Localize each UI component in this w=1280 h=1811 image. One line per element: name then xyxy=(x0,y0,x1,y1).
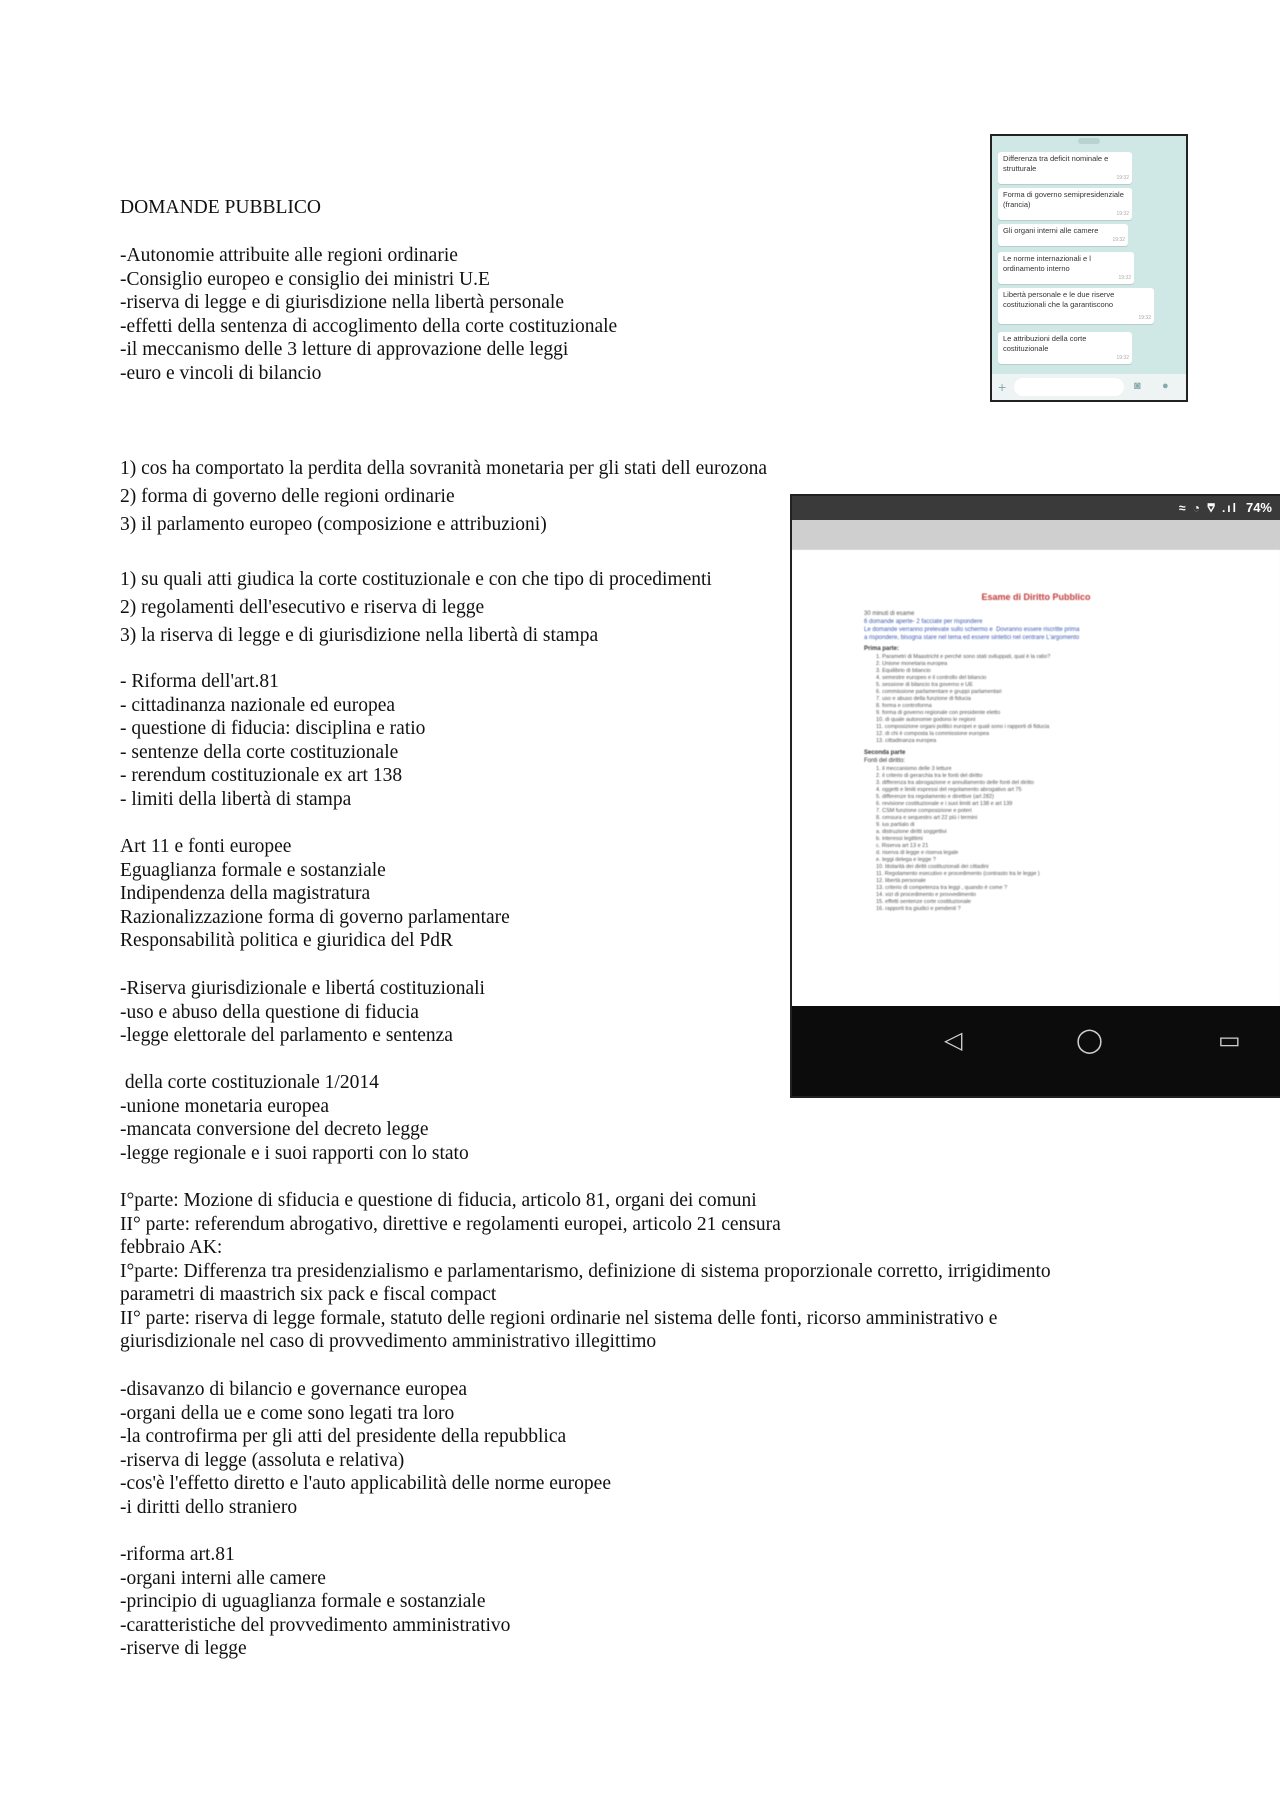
exam-question-item: 6. commissione parlamentare e gruppi parlamentari xyxy=(876,689,1002,695)
question-group-2 xyxy=(120,455,767,539)
list-item: -riforma art.81 xyxy=(120,1544,235,1565)
question-group-3 xyxy=(120,566,712,650)
exam-question-item: 2. il criterio di gerarchia tra le fonti del diritto xyxy=(876,773,983,779)
exam-question-item: e. leggi delega e legge ? xyxy=(876,857,936,863)
list-item: -euro e vincoli di bilancio xyxy=(120,362,322,384)
recent-apps-icon: ▭ xyxy=(1218,1027,1241,1054)
list-item: -riserve di legge xyxy=(120,1638,247,1659)
list-item: -principio di uguaglianza formale e sostanziale xyxy=(120,1591,486,1612)
list-item: -uso e abuso della questione di fiducia xyxy=(120,1001,419,1023)
chat-message-text: Forma di governo semipresidenziale (francia) xyxy=(1003,190,1124,209)
chat-message-time: 19:32 xyxy=(1116,211,1129,217)
list-item: I°parte: Differenza tra presidenzialismo e parlamentarismo, definizione di sistema proporzionale corretto, irrigidimento xyxy=(120,1260,1051,1282)
list-item: Indipendenza della magistratura xyxy=(120,883,371,904)
list-item: -unione monetaria europea xyxy=(120,1095,329,1117)
exam-part2-title: Seconda parte xyxy=(864,750,906,756)
question-group-7 xyxy=(120,1071,469,1165)
list-item: 2) forma di governo delle regioni ordinarie xyxy=(120,486,455,507)
chat-top-handle xyxy=(1078,138,1100,144)
battery-level: 74% xyxy=(1245,500,1272,515)
list-item: -Autonomie attribuite alle regioni ordinarie xyxy=(120,245,458,266)
exam-question-item: 12. libertà personale xyxy=(876,878,926,884)
exam-document xyxy=(792,550,1280,1008)
exam-question-item: 9. ius partialo di xyxy=(876,822,915,828)
exam-title: Esame di Diritto Pubblico xyxy=(981,592,1091,602)
question-group-1 xyxy=(120,244,617,385)
chat-message-time: 19:32 xyxy=(1138,315,1151,321)
exam-question-item: 4. oggetti e limiti espressi del regolamento abrogativo art 75 xyxy=(876,787,1022,793)
exam-question-item: c. Riserva art 13 e 21 xyxy=(876,843,929,849)
chat-message-text: Le attribuzioni della corte costituzionale xyxy=(1003,334,1087,353)
exam-question-item: 11. composizione organi politici europei e quali sono i rapporti di fiducia xyxy=(876,724,1050,730)
exam-question-item: 8. forma e controforma xyxy=(876,703,932,709)
list-item: -mancata conversione del decreto legge xyxy=(120,1119,429,1140)
phone-status-bar xyxy=(792,496,1280,520)
exam-question-item: 13. criterio di competenza tra leggi , quando è come ? xyxy=(876,885,1008,891)
chat-message-text: Le norme internazionali e l ordinamento interno xyxy=(1003,254,1091,273)
list-item: II° parte: referendum abrogativo, direttive e regolamenti europei, articolo 21 censura xyxy=(120,1213,781,1235)
list-item: 2) regolamenti dell'esecutivo e riserva di legge xyxy=(120,597,485,618)
document-title-block xyxy=(120,196,321,220)
phone-app-bar xyxy=(792,520,1280,550)
phone-screenshot-image xyxy=(790,494,1280,1098)
list-item: - cittadinanza nazionale ed europea xyxy=(120,694,396,716)
exam-header-line: a rispondere, bisogna stare nel tema ed essere sintetici nel centrare L'argomento xyxy=(864,635,1080,641)
list-item: parametri di maastrich six pack e fiscal compact xyxy=(120,1284,497,1305)
exam-question-item: 4. semestre europeo e il controllo del bilancio xyxy=(876,675,987,681)
exam-part2-subtitle: Fonti del diritto: xyxy=(864,758,906,764)
list-item: -disavanzo di bilancio e governance europea xyxy=(120,1379,468,1400)
list-item: -riserva di legge e di giurisdizione nella libertà personale xyxy=(120,292,564,313)
chat-input-bar xyxy=(992,374,1186,400)
chat-message-time: 19:32 xyxy=(1116,355,1129,361)
exam-question-item: b. interessi legittimi xyxy=(876,836,923,842)
list-item: - sentenze della corte costituzionale xyxy=(120,741,399,763)
list-item: Art 11 e fonti europee xyxy=(120,836,292,857)
android-nav-bar xyxy=(792,1006,1280,1096)
chat-message-time: 19:32 xyxy=(1116,175,1129,181)
exam-question-item: 15. effetti sentenze corte costituzionale xyxy=(876,899,971,905)
exam-header-line: 30 minuti di esame xyxy=(864,611,915,617)
chat-message-time: 19:32 xyxy=(1112,237,1125,243)
exam-part1-title: Prima parte: xyxy=(864,646,900,652)
question-group-4 xyxy=(120,670,425,811)
back-icon: ◁ xyxy=(944,1027,963,1054)
exam-question-item: d. riserva di legge e riserva legale xyxy=(876,850,959,856)
exam-question-item: 3. Equilibrio di bilancio xyxy=(876,668,931,674)
exam-question-item: 2. Unione monetaria europea xyxy=(876,661,948,667)
exam-question-item: 8. censura e sequestro art 22 più i termini xyxy=(876,815,978,821)
exam-question-item: 7. uso e abuso della funzione di fiducia xyxy=(876,696,971,702)
exam-question-item: 10. di quale autonomie godono le regioni xyxy=(876,717,976,723)
list-item: - limiti della libertà di stampa xyxy=(120,788,352,810)
exam-question-item: a. distruzione diritti soggettivi xyxy=(876,829,947,835)
plus-icon: + xyxy=(998,379,1007,395)
microphone-icon: ● xyxy=(1162,380,1169,392)
list-item: -la controfirma per gli atti del presidente della repubblica xyxy=(120,1426,567,1447)
question-group-8 xyxy=(120,1189,1051,1354)
list-item: -caratteristiche del provvedimento amministrativo xyxy=(120,1614,511,1636)
list-item: 1) su quali atti giudica la corte costituzionale e con che tipo di procedimenti xyxy=(120,569,712,590)
status-icons: ≈ ◔ ⩢ .ıl xyxy=(1178,501,1238,515)
list-item: -riserva di legge (assoluta e relativa) xyxy=(120,1449,405,1471)
list-item: - rerendum costituzionale ex art 138 xyxy=(120,765,403,786)
exam-question-item: 1. il meccanismo delle 3 letture xyxy=(876,766,952,772)
exam-question-item: 11. Regolamento esecutivo e procedimento (contrasto tra le legge ) xyxy=(876,871,1040,877)
document-title: DOMANDE PUBBLICO xyxy=(120,197,321,218)
list-item: della corte costituzionale 1/2014 xyxy=(120,1072,379,1093)
exam-question-item: 5. sessione di bilancio tra governo e UE xyxy=(876,682,973,688)
chat-message-time: 19:32 xyxy=(1118,275,1131,281)
question-group-6 xyxy=(120,977,485,1048)
exam-question-item: 10. titolarità dei diritti costituzionali dei cittadini xyxy=(876,864,989,870)
chat-message-bubble xyxy=(998,332,1132,364)
exam-question-item: 7. CSM funzione composizione e poteri xyxy=(876,808,972,814)
list-item: giurisdizionale nel caso di provvedimento amministrativo illegittimo xyxy=(120,1331,657,1352)
list-item: -legge regionale e i suoi rapporti con lo stato xyxy=(120,1142,469,1164)
chat-message-text: Gli organi interni alle camere xyxy=(1003,226,1099,235)
chat-message-bubble xyxy=(998,224,1128,246)
list-item: -cos'è l'effetto diretto e l'auto applicabilità delle norme europee xyxy=(120,1473,611,1494)
list-item: Responsabilità politica e giuridica del PdR xyxy=(120,930,454,951)
chat-message-bubble xyxy=(998,152,1132,184)
list-item: Razionalizzazione forma di governo parlamentare xyxy=(120,906,510,928)
list-item: febbraio AK: xyxy=(120,1237,223,1258)
exam-question-item: 1. Parametri di Maastricht e perché sono stati sviluppati, qual è la ratio? xyxy=(876,654,1051,660)
camera-icon: ◙ xyxy=(1134,380,1141,392)
question-group-9 xyxy=(120,1378,611,1519)
chat-screenshot-image xyxy=(990,134,1188,402)
list-item: Eguaglianza formale e sostanziale xyxy=(120,859,386,881)
list-item: -organi della ue e come sono legati tra loro xyxy=(120,1402,455,1424)
question-group-5 xyxy=(120,835,510,953)
list-item: 3) la riserva di legge e di giurisdizione nella libertà di stampa xyxy=(120,625,599,646)
chat-message-text: Differenza tra deficit nominale e strutturale xyxy=(1003,154,1109,173)
exam-question-item: 12. di chi è composta la commissione europea xyxy=(876,731,990,737)
exam-question-item: 6. revisione costituzionale e i suoi limiti art 138 e art 139 xyxy=(876,801,1013,807)
question-group-10 xyxy=(120,1543,510,1661)
list-item: -i diritti dello straniero xyxy=(120,1496,298,1518)
list-item: -il meccanismo delle 3 letture di approvazione delle leggi xyxy=(120,339,569,360)
exam-question-item: 9. forma di governo regionale con presidente eletto xyxy=(876,710,1001,716)
exam-header-line: 6 domande aperte- 2 facciate per rispondere xyxy=(864,619,983,625)
chat-message-bubble xyxy=(998,252,1134,284)
exam-question-item: 16. rapporti tra giudici e pendenti ? xyxy=(876,906,961,912)
exam-question-item: 3. differenza tra abrogazione e annullamento delle fonti del diritto xyxy=(876,780,1034,786)
chat-message-text: Libertà personale e le due riserve costituzionali che la garantiscono xyxy=(1003,290,1115,309)
chat-message-bubble xyxy=(998,188,1132,220)
chat-message-bubble xyxy=(998,288,1154,324)
list-item: I°parte: Mozione di sfiducia e questione di fiducia, articolo 81, organi dei comuni xyxy=(120,1190,757,1211)
list-item: - Riforma dell'art.81 xyxy=(120,671,279,692)
home-icon: ◯ xyxy=(1076,1027,1103,1054)
exam-question-item: 13. cittadinanza europea xyxy=(876,738,937,744)
list-item: II° parte: riserva di legge formale, statuto delle regioni ordinarie nel sistema delle fonti, ricorso amministrativo e xyxy=(120,1307,998,1329)
list-item: -effetti della sentenza di accoglimento della corte costituzionale xyxy=(120,315,618,337)
exam-question-item: 5. differenze tra regolamento e direttive (art 282) xyxy=(876,794,994,800)
exam-header-line: Le domande verranno prelevate sullo schermo e Dovranno essere riscritte prima xyxy=(864,627,1080,633)
exam-question-item: 14. vizi di procedimento e provvedimento xyxy=(876,892,976,898)
list-item: - questione di fiducia: disciplina e ratio xyxy=(120,718,426,739)
list-item: -Consiglio europeo e consiglio dei ministri U.E xyxy=(120,268,490,290)
list-item: -organi interni alle camere xyxy=(120,1567,326,1589)
list-item: 1) cos ha comportato la perdita della sovranità monetaria per gli stati dell eurozona xyxy=(120,458,768,479)
chat-input-field xyxy=(1014,378,1124,396)
list-item: -Riserva giurisdizionale e libertá costituzionali xyxy=(120,978,485,999)
list-item: -legge elettorale del parlamento e sentenza xyxy=(120,1025,453,1046)
list-item: 3) il parlamento europeo (composizione e attribuzioni) xyxy=(120,514,547,535)
